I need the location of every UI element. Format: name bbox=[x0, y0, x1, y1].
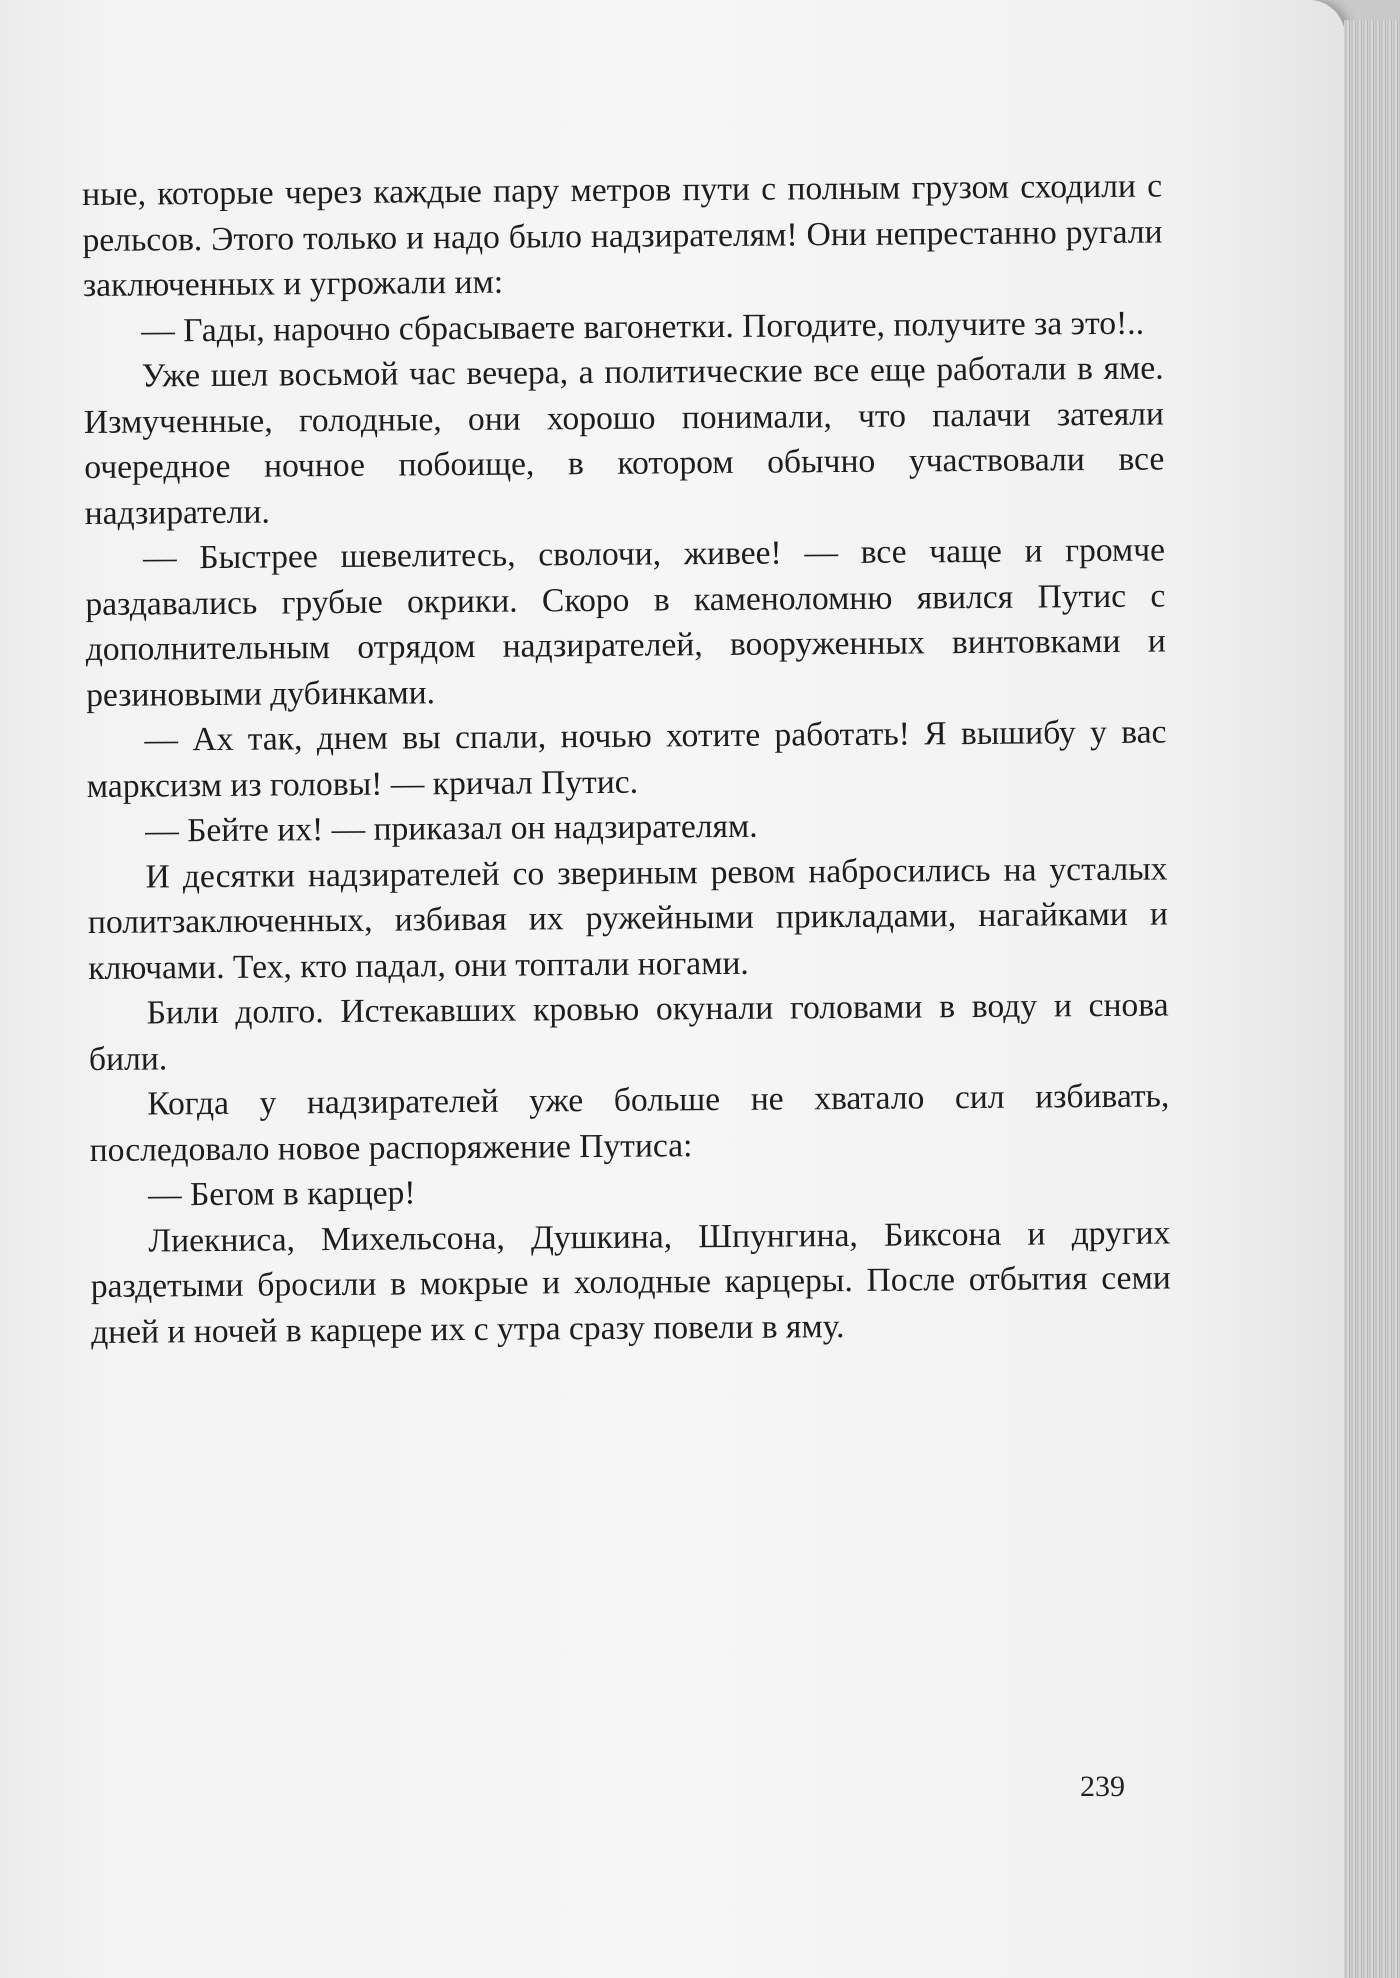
paragraph-2: — Гады, нарочно сбрасываете вагонетки. Погодите, получите за это!.. bbox=[141, 304, 1145, 350]
page-edge bbox=[1344, 20, 1400, 1978]
paragraph-11: Лиекниса, Михельсона, Душкина, Шпунгина, Биксона и других раздетыми бросили в мокрые и холодные карцеры. После отбытия семи дней и ночей в карцере их с утра сразу повели в яму. bbox=[90, 1213, 1171, 1351]
paragraph-6: — Бейте их! — приказал он надзирателям. bbox=[145, 807, 758, 850]
paragraph-9: Когда у надзирателей уже больше не хватало сил избивать, последовало новое распоряжение Путиса: bbox=[89, 1077, 1170, 1169]
page-number: 239 bbox=[1080, 1770, 1125, 1803]
paragraph-8: Били долго. Истекавших кровью окунали головами в воду и снова били. bbox=[88, 986, 1169, 1078]
body-text bbox=[82, 164, 1171, 1355]
paragraph-5: — Ах так, днем вы спали, ночью хотите работать! Я вышибу у вас марксизм из головы! — кричал Путис. bbox=[86, 713, 1167, 805]
paragraph-7: И десятки надзирателей со звериным ревом набросились на усталых политзаключенных, избивая их ружейными прикладами, нагайками и ключами. Тех, кто падал, они топтали ногами. bbox=[87, 849, 1169, 987]
paragraph-1: ные, которые через каждые пару метров пути с полным грузом сходили с рельсов. Этого только и надо было надзирателям! Они непрестанно ругали заключенных и угрожали им: bbox=[82, 167, 1163, 304]
paragraph-4: — Быстрее шевелитесь, сволочи, живее! — все чаще и громче раздавались грубые окрики. Скоро в каменоломню явился Путис с дополнительным отрядом надзирателей, вооруженных винтовками и резиновыми дубинками. bbox=[85, 531, 1166, 714]
paragraph-10: — Бегом в карцер! bbox=[147, 1174, 416, 1214]
paragraph-3: Уже шел восьмой час вечера, а политические все еще работали в яме. Измученные, голодные, они хорошо понимали, что палачи затеяли очередное ночное побоище, в котором обычно участвовали все надзиратели. bbox=[83, 349, 1165, 532]
